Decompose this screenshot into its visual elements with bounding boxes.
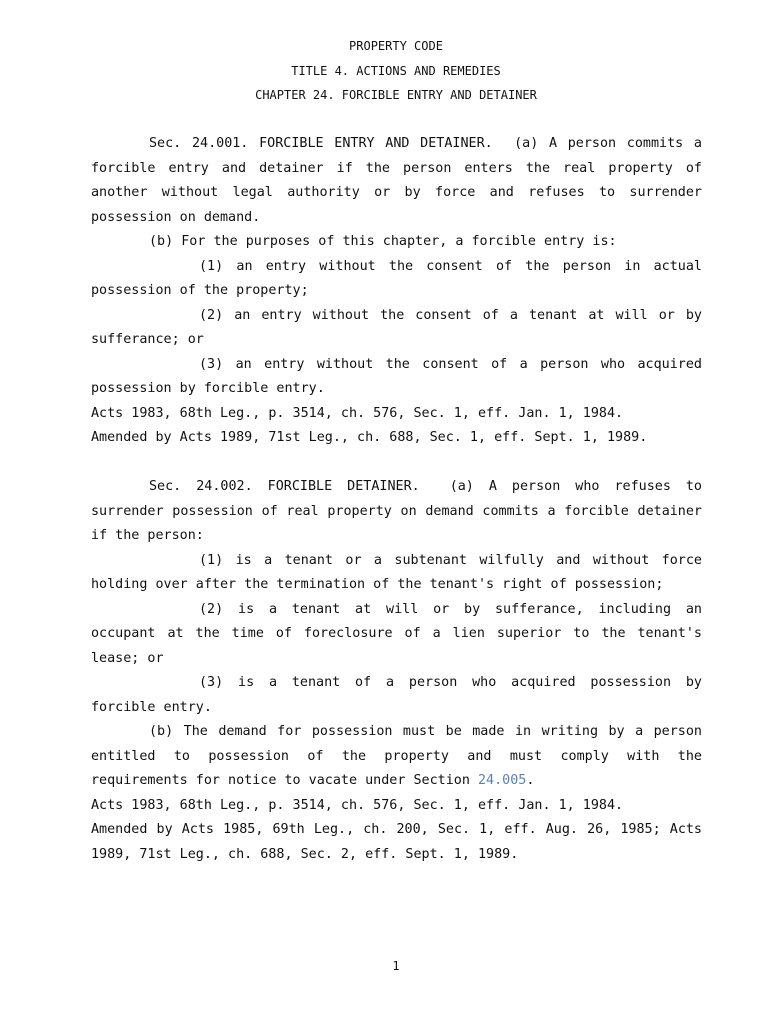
code-heading: PROPERTY CODE <box>349 39 443 53</box>
section-24-002-b-end: . <box>526 773 535 788</box>
section-spacer <box>91 451 702 476</box>
section-24-002-a-text: (a) A person who refuses to surrender possession of real property on demand commits a forcible detainer if the person: <box>91 479 702 543</box>
document-header <box>0 36 770 110</box>
section-24-001-b1: (1) an entry without the consent of the person in actual possession of the property; <box>91 258 702 298</box>
document-body <box>91 132 702 867</box>
section-24-001-subsection-a <box>91 132 702 230</box>
section-24-002-a3: (3) is a tenant of a person who acquired possession by forcible entry. <box>91 675 702 715</box>
section-24-001-label: Sec. 24.001. FORCIBLE ENTRY AND DETAINER. <box>149 136 493 151</box>
section-24-001-history-1: Acts 1983, 68th Leg., p. 3514, ch. 576, Sec. 1, eff. Jan. 1, 1984. <box>91 405 624 421</box>
chapter-heading: CHAPTER 24. FORCIBLE ENTRY AND DETAINER <box>255 88 537 102</box>
section-24-005-link[interactable]: 24.005 <box>477 773 527 788</box>
section-24-001-history-2: Amended by Acts 1989, 71st Leg., ch. 688, Sec. 1, eff. Sept. 1, 1989. <box>91 430 648 445</box>
section-24-001-b2: (2) an entry without the consent of a tenant at will or by sufferance; or <box>91 307 702 347</box>
section-24-002-label: Sec. 24.002. FORCIBLE DETAINER. <box>149 479 420 494</box>
section-24-002-subsection-a <box>91 475 702 549</box>
section-24-002-history-2: Amended by Acts 1985, 69th Leg., ch. 200, Sec. 1, eff. Aug. 26, 1985; Acts 1989, 71st Leg., ch. 688, Sec. 2, eff. Sept. 1, 1989. <box>91 822 702 862</box>
section-24-002-subsection-b <box>91 720 702 794</box>
page-number: 1 <box>392 959 400 973</box>
section-24-002-a2: (2) is a tenant at will or by sufferance, including an occupant at the time of foreclosure of a lien superior to the tenant's lease; or <box>91 601 702 666</box>
section-24-001-subsection-b: (b) For the purposes of this chapter, a forcible entry is: <box>149 234 617 249</box>
section-24-002-history-1: Acts 1983, 68th Leg., p. 3514, ch. 576, Sec. 1, eff. Jan. 1, 1984. <box>91 797 624 813</box>
section-24-001-a-text: (a) A person commits a forcible entry and detainer if the person enters the real property of another without legal authority or by force and refuses to surrender possession on demand. <box>91 136 702 225</box>
section-24-001-b3: (3) an entry without the consent of a person who acquired possession by forcible entry. <box>91 356 702 396</box>
section-24-002-b-text: (b) The demand for possession must be made in writing by a person entitled to possession of the property and must comply with the requirements for notice to vacate under Section <box>91 724 702 788</box>
section-24-002-a1: (1) is a tenant or a subtenant wilfully and without force holding over after the termination of the tenant's right of possession; <box>91 552 702 592</box>
title-heading: TITLE 4. ACTIONS AND REMEDIES <box>291 63 501 78</box>
